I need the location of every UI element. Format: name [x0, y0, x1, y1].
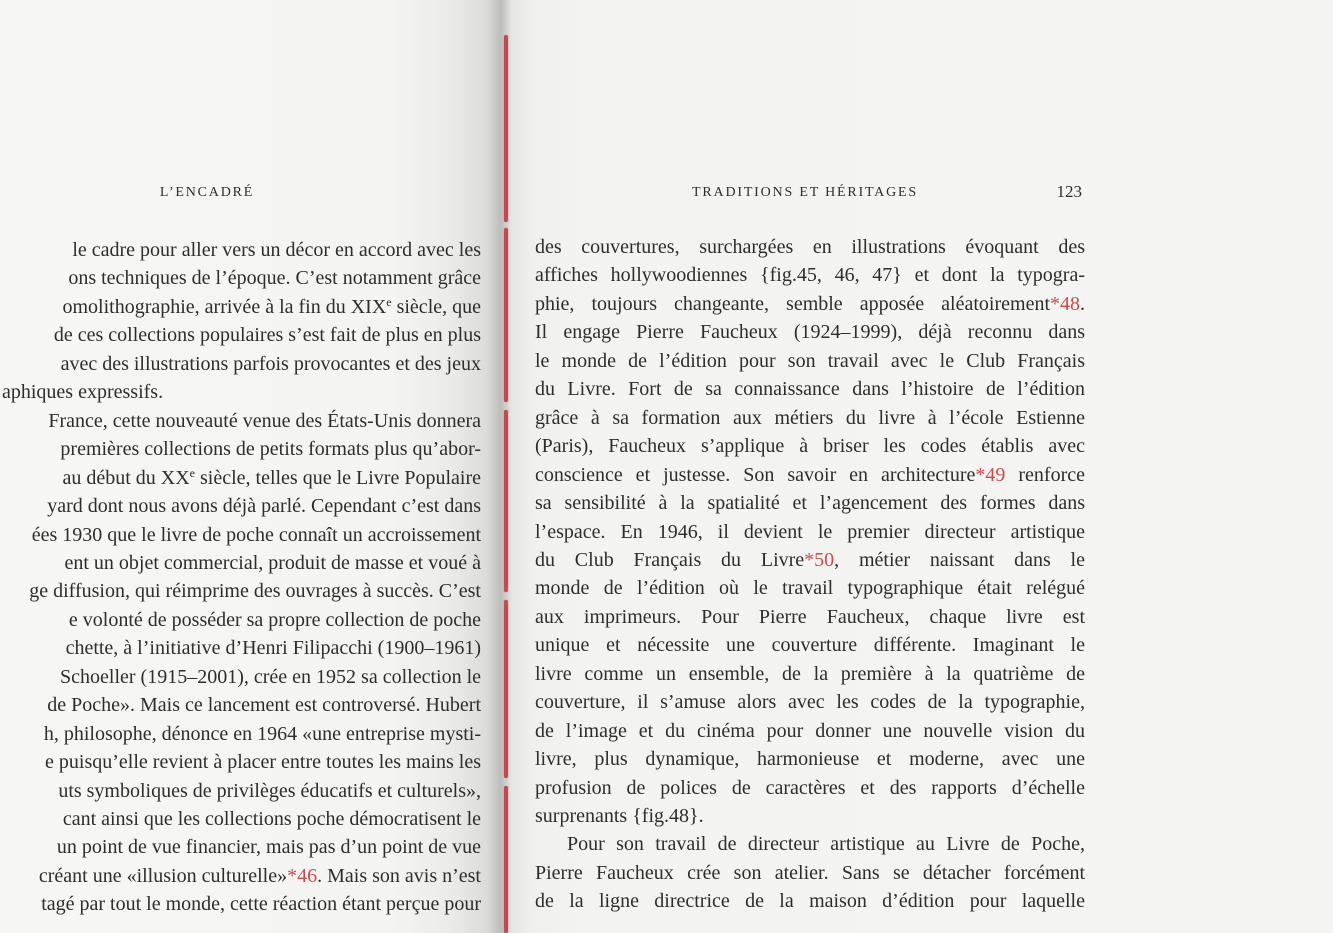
text-segment: siècle, que — [391, 295, 481, 318]
text-line: de la ligne directrice de la maison d’édition pour laquelle — [535, 890, 1085, 913]
text-line: ge diffusion, qui réimprime des ouvrages à succès. C’est — [29, 580, 481, 603]
text-line: tagé par tout le monde, cette réaction étant perçue pour — [41, 893, 481, 916]
book-spine-shadow — [488, 0, 512, 933]
text-line: du Livre. Fort de sa connaissance dans l’histoire de l’édition — [535, 378, 1085, 401]
text-line: grâce à sa formation aux métiers du livre à l’école Estienne — [535, 406, 1085, 429]
text-line: des couvertures, surchargées en illustrations évoquant des — [535, 236, 1085, 258]
left-page — [0, 0, 500, 933]
binding-thread-segment — [504, 786, 508, 933]
running-head-left: L’ENCADRÉ — [159, 185, 255, 200]
text-line: sa sensibilité à la spatialité et l’agencement des formes dans — [535, 492, 1085, 515]
text-line: livre comme un ensemble, de la première à la quatrième de — [535, 662, 1085, 685]
text-line: le monde de l’édition pour son travail avec le Club Français — [535, 349, 1085, 372]
text-segment: . — [1080, 292, 1085, 315]
text-line: le cadre pour aller vers un décor en accord avec les — [72, 239, 481, 261]
text-line — [0, 862, 481, 890]
running-head-right: TRADITIONS ET HÉRITAGES — [692, 185, 918, 200]
text-segment: phie, toujours changeante, semble apposée aléatoirement — [535, 292, 1050, 315]
text-segment: , métier naissant dans le — [834, 548, 1085, 571]
text-line: livre, plus dynamique, harmonieuse et moderne, avec une — [535, 748, 1085, 771]
footnote-reference: *49 — [975, 463, 1006, 486]
text-line — [535, 546, 1085, 574]
superscript: e — [189, 465, 195, 480]
footnote-reference: *50 — [804, 548, 835, 571]
text-line: ons techniques de l’époque. C’est notamment grâce — [68, 267, 481, 290]
footnote-reference: *48 — [1050, 292, 1080, 315]
text-line: affiches hollywoodiennes {fig.45, 46, 47} et dont la typogra- — [535, 264, 1085, 287]
text-line: chette, à l’initiative d’Henri Filipacchi (1900–1961) — [65, 637, 481, 660]
text-line: un point de vue financier, mais pas d’un point de vue — [56, 836, 481, 859]
text-line: avec des illustrations parfois provocantes et des jeux — [60, 352, 481, 375]
text-line — [0, 464, 481, 492]
text-line: aux imprimeurs. Pour Pierre Faucheux, chaque livre est — [535, 605, 1085, 628]
text-line: l’espace. En 1946, il devient le premier directeur artistique — [535, 520, 1085, 543]
text-line: ent un objet commercial, produit de masse et voué à — [64, 551, 481, 574]
text-segment: conscience et justesse. Son savoir en architecture — [535, 463, 976, 486]
text-line: profusion de polices de caractères et des rapports d’échelle — [535, 776, 1085, 799]
text-segment: . Mais son avis n’est — [317, 864, 481, 887]
text-segment: au début du XX — [62, 466, 190, 489]
text-line: uts symboliques de privilèges éducatifs et culturels», — [58, 779, 481, 802]
text-line: aphiques expressifs. — [2, 381, 164, 404]
text-segment: siècle, telles que le Livre Populaire — [194, 466, 481, 489]
text-line: e volonté de posséder sa propre collection de poche — [68, 608, 481, 631]
text-line: Pierre Faucheux crée son atelier. Sans se détacher forcément — [535, 861, 1085, 884]
page-number: 123 — [1056, 182, 1082, 201]
text-line: Il engage Pierre Faucheux (1924–1999), déjà reconnu dans — [535, 321, 1085, 344]
text-line: yard dont nous avons déjà parlé. Cependant c’est dans — [47, 495, 481, 518]
text-line: Schoeller (1915–2001), crée en 1952 sa collection le — [60, 665, 481, 688]
right-page — [500, 0, 1333, 933]
text-line: monde de l’édition où le travail typographique était relégué — [535, 577, 1085, 600]
text-segment: omolithographie, arrivée à la fin du XIX — [62, 295, 387, 318]
binding-thread-segment — [504, 410, 508, 592]
right-page-text — [535, 233, 1085, 933]
text-line: de ces collections populaires s’est fait de plus en plus — [53, 324, 481, 347]
text-line: surprenants {fig.48}. — [535, 805, 704, 827]
text-line: de l’image et du cinéma pour donner une nouvelle vision du — [535, 719, 1085, 742]
text-line: unique et nécessite une couverture différente. Imaginant le — [535, 634, 1085, 657]
binding-thread-segment — [504, 600, 508, 778]
binding-thread-segment — [504, 228, 508, 402]
text-line: ées 1930 que le livre de poche connaît un accroissement — [31, 523, 481, 546]
text-line: premières collections de petits formats plus qu’abor- — [60, 438, 481, 461]
text-segment: du Club Français du Livre — [535, 548, 805, 571]
text-line — [535, 461, 1085, 489]
text-line: h, philosophe, dénonce en 1964 «une entreprise mysti- — [43, 722, 481, 745]
text-line: cant ainsi que les collections poche démocratisent le — [62, 808, 481, 830]
left-page-text — [0, 236, 481, 933]
footnote-reference: *46 — [287, 864, 318, 887]
text-segment: renforce — [1005, 463, 1085, 486]
text-line: e puisqu’elle revient à placer entre toutes les mains les — [45, 751, 481, 774]
text-line: de Poche». Mais ce lancement est controversé. Hubert — [47, 694, 481, 717]
text-segment: créant une «illusion culturelle» — [38, 864, 288, 887]
binding-thread-segment — [504, 35, 508, 222]
text-line: (Paris), Faucheux s’applique à briser les codes établis avec — [535, 435, 1085, 458]
text-line — [535, 290, 1085, 318]
text-line: France, cette nouveauté venue des États-Unis donnera — [48, 409, 481, 432]
text-line: Pour son travail de directeur artistique au Livre de Poche, — [567, 833, 1085, 856]
text-line: couverture, il s’amuse alors avec les codes de la typographie, — [535, 691, 1085, 714]
text-line — [0, 293, 481, 321]
superscript: e — [386, 294, 392, 309]
